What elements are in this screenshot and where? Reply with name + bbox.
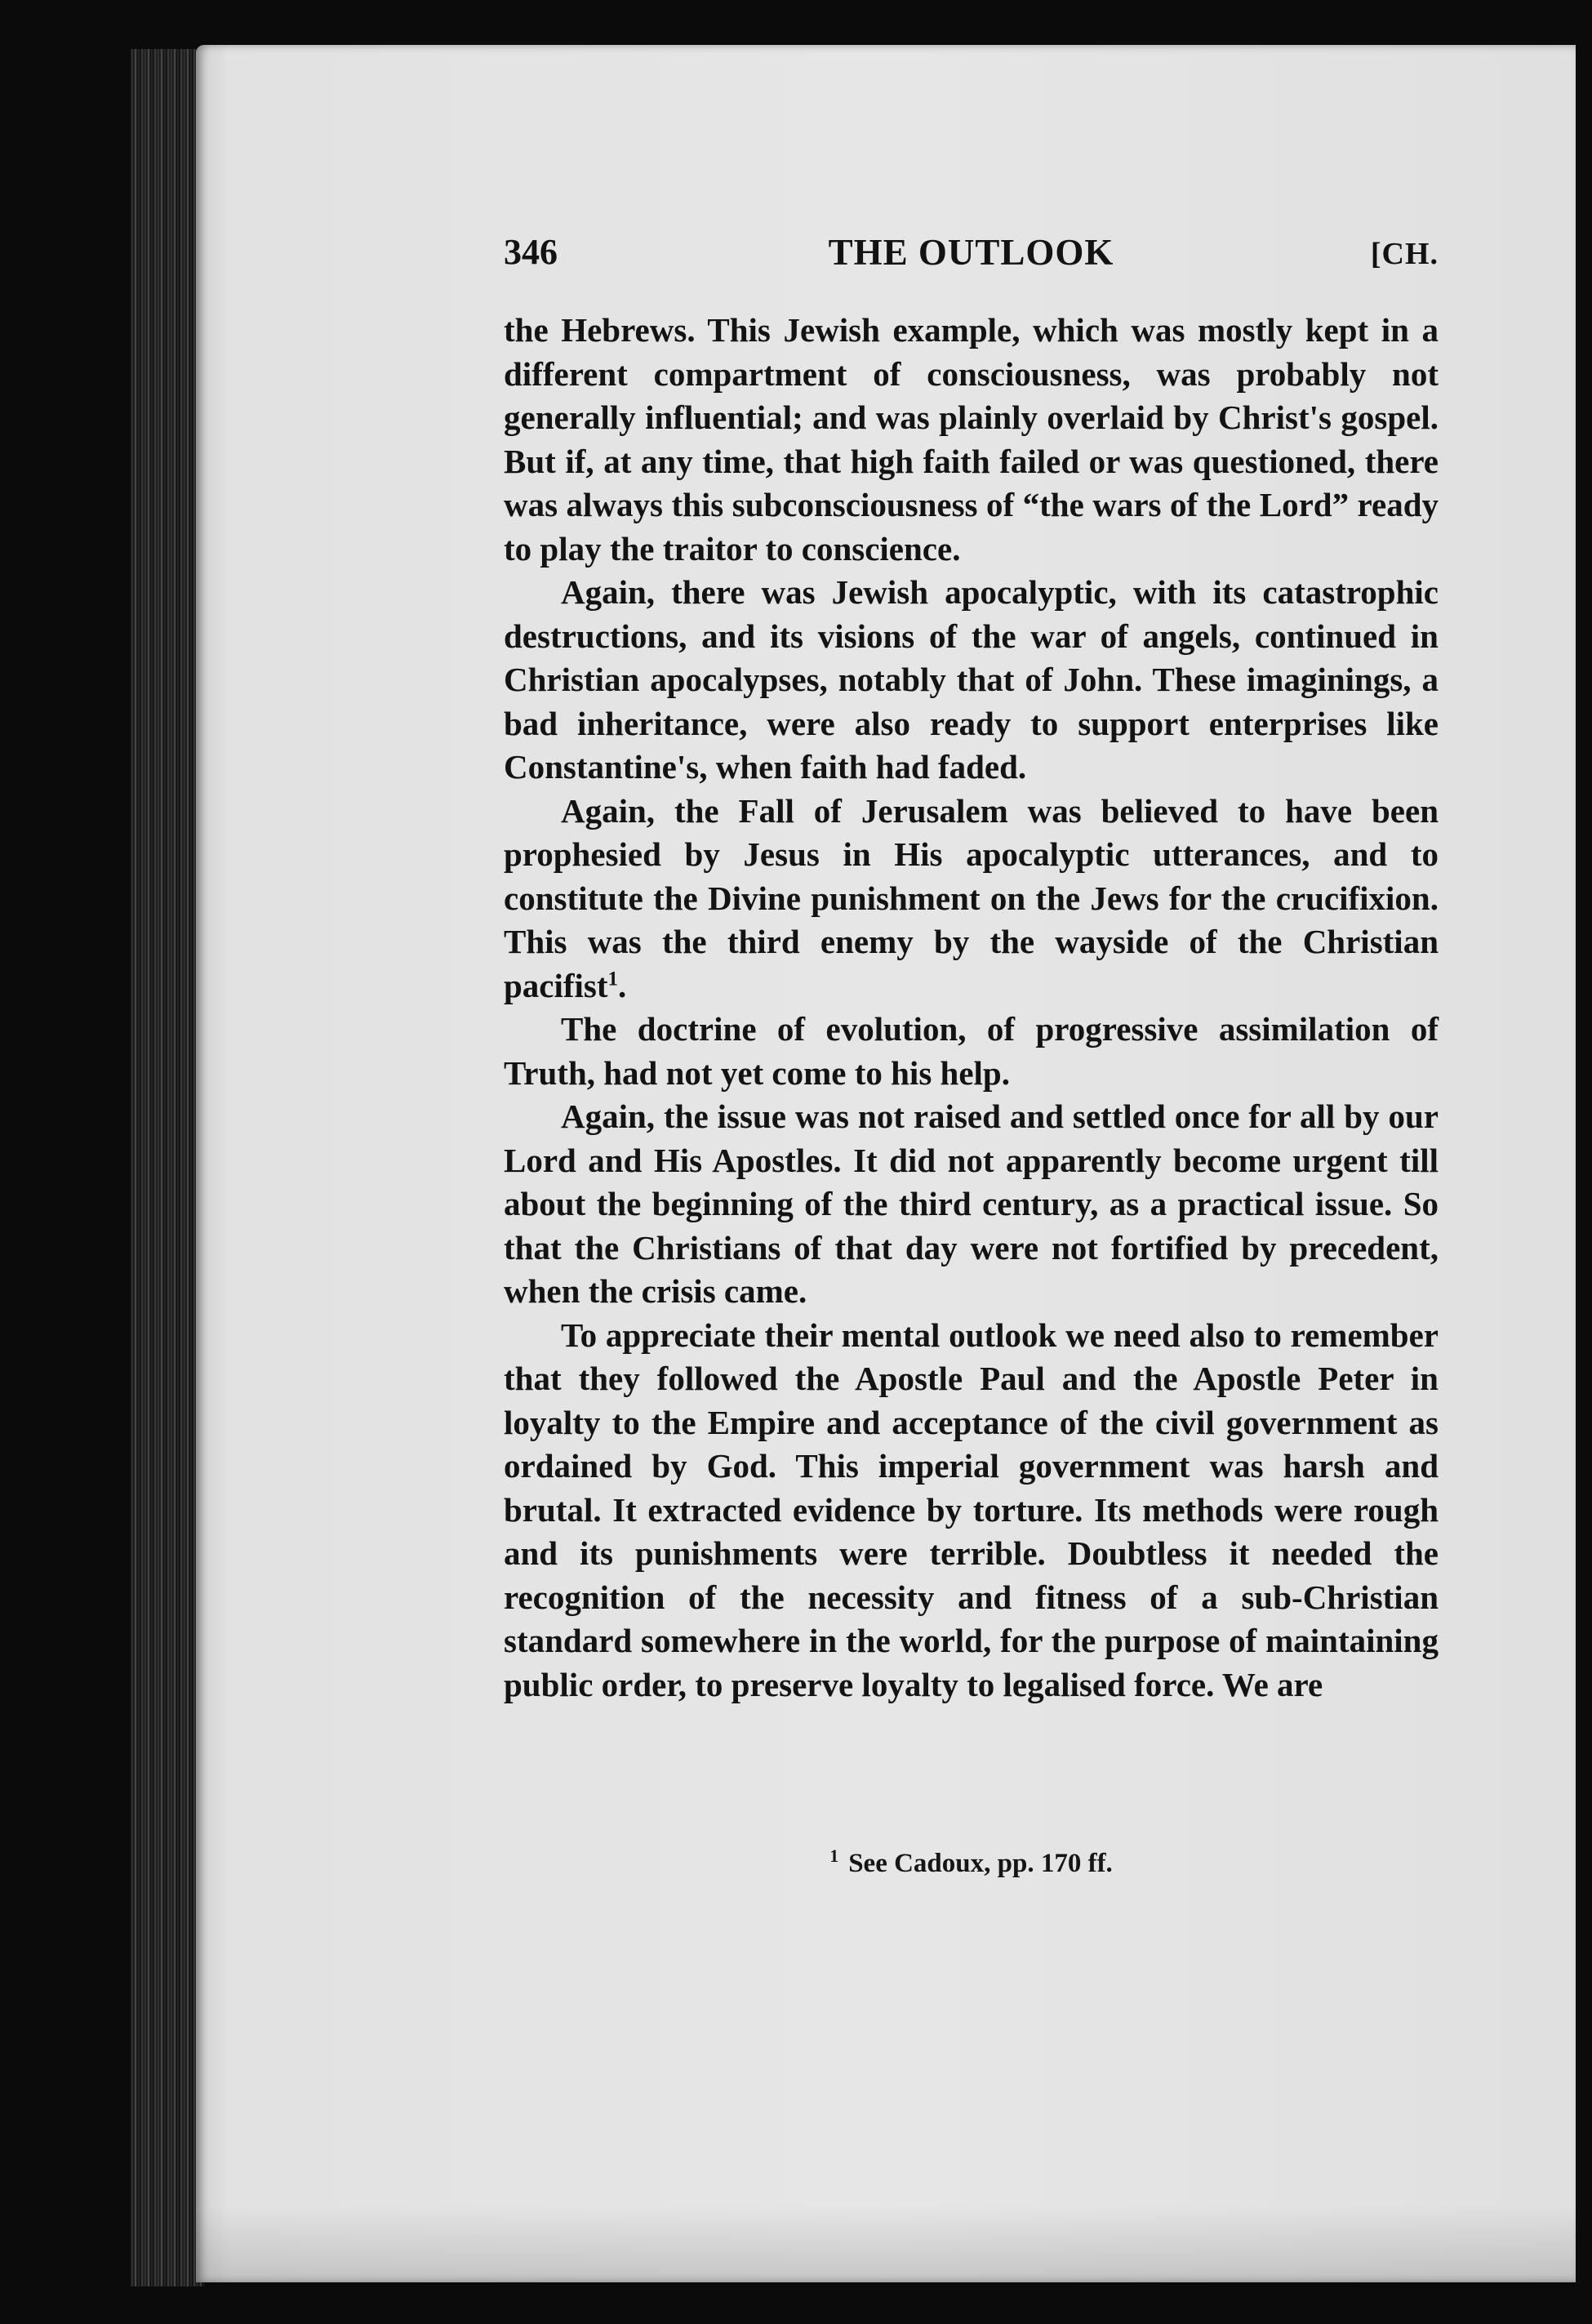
footnote-reference: 1 bbox=[607, 967, 619, 990]
page-header bbox=[504, 231, 1439, 280]
paragraph: Again, the Fall of Jerusalem was believed to have been prophesied by Jesus in His apocalyptic utterances, and to constitute the Divine punishment on the Jews for the crucifixion. This was the third enemy by the wayside of the Christian pacifist$^1$. bbox=[504, 791, 1439, 1004]
chapter-mark: [CH. bbox=[1370, 237, 1439, 271]
paragraph: Again, the issue was not raised and settled once for all by our Lord and His Apostles. It did not apparently become urgent till about the beginning of the third century, as a practical issue. So that the Christians of that day were not fortified by precedent, when the crisis came. bbox=[504, 1097, 1439, 1310]
paragraph: To appreciate their mental outlook we need also to remember that they followed the Apostle Paul and the Apostle Peter in loyalty to the Empire and acceptance of the civil government as ordained by God. This imperial government was harsh and brutal. It extracted evidence by torture. Its methods were rough and its punishments were terrible. Doubtless it needed the recognition of the necessity and fitness of a sub-Christian standard somewhere in the world, for the purpose of maintaining public order, to preserve loyalty to legalised force. We are bbox=[504, 1316, 1439, 1703]
footnote-mark: 1 bbox=[829, 1845, 839, 1866]
page-bottom-shadow bbox=[196, 2205, 1576, 2286]
paragraph: Again, there was Jewish apocalyptic, with its catastrophic destructions, and its visions of the war of angels, continued in Christian apocalypses, notably that of John. These imaginings, a bad inheritance, were also ready to support enterprises like Constantine's, when faith had faded. bbox=[504, 573, 1439, 786]
page-edges bbox=[131, 49, 204, 2286]
running-title: THE OUTLOOK bbox=[828, 232, 1114, 273]
page-number: 346 bbox=[504, 232, 558, 272]
footnote-text: See Cadoux, pp. 170 ff. bbox=[848, 1849, 1113, 1878]
footnote bbox=[504, 1845, 1439, 1879]
body-text bbox=[504, 309, 1439, 1707]
paragraph: the Hebrews. This Jewish example, which was mostly kept in a different compartment of consciousness, was probably not generally influential; and was plainly overlaid by Christ's gospel. But if, at any time, that high faith failed or was questioned, there was always this subconsciousness of “the wars of the Lord” ready to play the traitor to conscience. bbox=[504, 311, 1439, 568]
paragraph: The doctrine of evolution, of progressive assimilation of Truth, had not yet come to his help. bbox=[504, 1010, 1439, 1092]
